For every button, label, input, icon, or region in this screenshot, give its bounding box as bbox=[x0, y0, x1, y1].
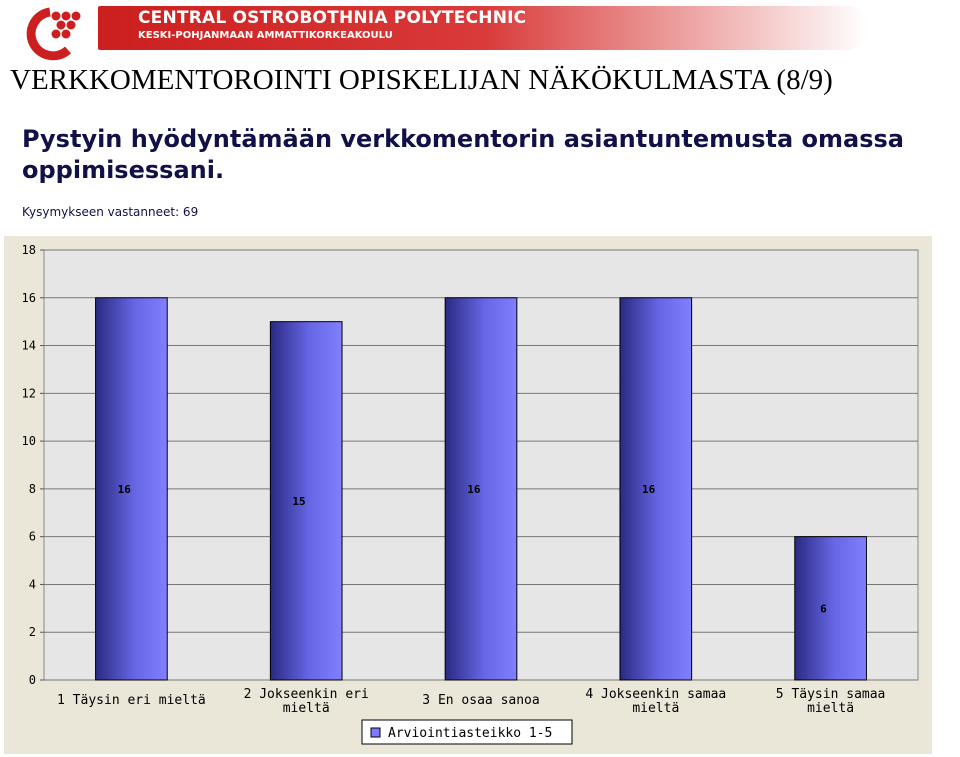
x-category-label: mieltä bbox=[282, 701, 330, 716]
institution-name: CENTRAL OSTROBOTHNIA POLYTECHNIC bbox=[138, 8, 527, 28]
slide-subtitle: Pystyin hyödyntämään verkkomentorin asiantuntemusta omassa oppimisessani. bbox=[22, 125, 904, 184]
bar-value-label: 6 bbox=[820, 602, 827, 616]
y-tick-label: 6 bbox=[28, 529, 36, 544]
institution-subname: KESKI-POHJANMAAN AMMATTIKORKEAKOULU bbox=[138, 30, 393, 41]
bar-value-label: 16 bbox=[467, 482, 481, 496]
y-tick-label: 0 bbox=[28, 673, 36, 687]
bar bbox=[445, 298, 517, 680]
bar-value-label: 15 bbox=[292, 494, 306, 508]
y-tick-label: 18 bbox=[21, 243, 36, 257]
polytechnic-logo-icon bbox=[18, 6, 82, 62]
y-tick-label: 2 bbox=[28, 625, 36, 640]
y-tick-label: 14 bbox=[21, 338, 36, 353]
respondent-count: Kysymykseen vastanneet: 69 bbox=[22, 205, 199, 219]
bar bbox=[620, 298, 692, 680]
y-tick-label: 8 bbox=[28, 481, 36, 496]
legend-swatch bbox=[371, 728, 380, 737]
y-tick-label: 4 bbox=[28, 577, 36, 592]
bar-value-label: 16 bbox=[642, 482, 656, 496]
bar bbox=[270, 322, 342, 680]
y-tick-label: 16 bbox=[21, 290, 36, 305]
y-tick-label: 12 bbox=[21, 386, 36, 401]
x-category-label: mieltä bbox=[807, 701, 855, 716]
y-tick-label: 10 bbox=[21, 434, 36, 449]
institution-banner bbox=[98, 6, 868, 50]
x-category-label: 2 Jokseenkin eri bbox=[243, 687, 369, 702]
x-category-label: 3 En osaa sanoa bbox=[422, 693, 540, 708]
bar bbox=[96, 298, 168, 680]
x-category-label: 5 Täysin samaa bbox=[775, 687, 886, 702]
bar bbox=[795, 537, 867, 680]
x-category-label: 1 Täysin eri mieltä bbox=[57, 693, 206, 708]
x-category-label: mieltä bbox=[632, 701, 680, 716]
slide-title: VERKKOMENTOROINTI OPISKELIJAN NÄKÖKULMASTA (8/9) bbox=[10, 64, 833, 96]
bar-chart bbox=[4, 236, 932, 754]
chart-container bbox=[4, 236, 932, 754]
bar-value-label: 16 bbox=[117, 482, 131, 496]
x-category-label: 4 Jokseenkin samaa bbox=[585, 687, 727, 702]
legend-label: Arviointiasteikko 1-5 bbox=[388, 726, 553, 741]
